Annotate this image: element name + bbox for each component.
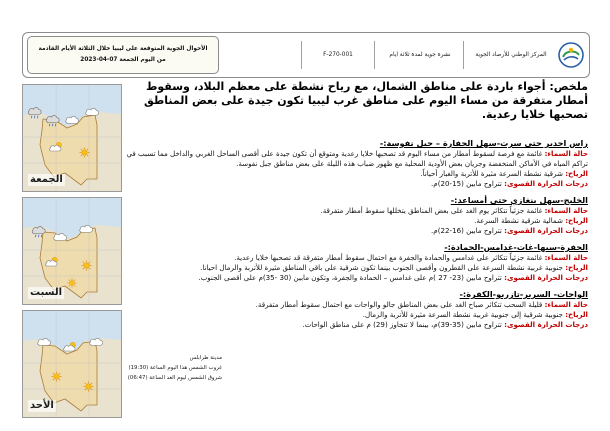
region-heading: الخليج-سهل بنغازي حتى أمساعد:- — [450, 195, 588, 205]
bulletin-header — [22, 32, 590, 78]
sky-label: حالة السماء: — [544, 149, 588, 158]
sky-condition — [126, 149, 588, 169]
sun-icon — [81, 260, 91, 270]
region-heading: الجفرة-سبها-غات-غدامس-الحمادة:- — [444, 242, 588, 252]
sun-icon — [67, 278, 76, 287]
weather-map-sunday — [22, 310, 122, 418]
region-block — [126, 242, 588, 283]
max-temperature — [126, 320, 588, 330]
sky-condition — [126, 300, 588, 310]
sky-text: غائمة مع فرصة لسقوط أمطار من مساء اليوم قد تصحبها خلايا رعدية ومتوقع أن تكون جيدة على أقصى الساحل الغربي والداخل مما تسبب في تراكم المياه في الأماكن المنخفضة وجريان بعض الأودية المحلية مع ظهور ضباب هذه الليلة على بعض مناطق جبل نفوسة. — [126, 149, 588, 168]
temp-label: درجات الحرارة القصوى: — [504, 320, 588, 329]
wind-condition — [126, 310, 588, 320]
wind-text: شرقية نشطة السرعة مثيرة للأتربة والغبار أحياناً. — [420, 169, 563, 178]
weather-map-saturday — [22, 197, 122, 305]
region-heading: راس اجدير حتى سرت-سهل الجفارة – جبل نفوسة:- — [379, 138, 588, 148]
sky-label: حالة السماء: — [544, 300, 588, 309]
sky-condition — [126, 253, 588, 263]
summary-text: أجواء باردة على مناطق الشمال، مع رياح نشطة على معظم البلاد، وسقوط أمطار متفرقة من مساء اليوم على مناطق غرب ليبيا تكون جيدة على بعض المناطق تصحبها خلايا رعدية. — [143, 80, 588, 121]
sky-text: غائمة جزئياً تتكاثر يوم الغد على بعض المناطق يتخللها سقوط أمطار متفرقة. — [320, 206, 543, 215]
max-temperature — [126, 273, 588, 283]
sun-icon — [79, 147, 89, 157]
region-block — [126, 138, 588, 189]
map-day-label: الجمعة — [30, 174, 63, 185]
temp-text: تتراوح مابين (35-39)م، بينما لا تتجاوز (29) م على مناطق الواحات. — [302, 320, 502, 329]
sunset-time: غروب الشمس هذا اليوم الساعة (19:30) — [128, 365, 222, 371]
sun-icon — [51, 371, 61, 381]
wind-text: جنوبية غربية نشطة السرعة على القطرون وأقصى الجنوب بينما تكون شرقية على باقي المناطق مثيرة للأتربة والرمال احيانا. — [200, 263, 563, 272]
wind-condition — [126, 169, 588, 179]
sky-label: حالة السماء: — [544, 253, 588, 262]
city-name: مدينة طرابلس — [189, 355, 222, 361]
center-logo-icon — [557, 41, 585, 69]
region-block — [126, 289, 588, 330]
sky-label: حالة السماء: — [544, 206, 588, 215]
sunrise-time: شروق الشمس ليوم الغد الساعة (06:47) — [127, 375, 222, 381]
region-block — [126, 195, 588, 236]
temp-text: تتراوح مابين (15-20)م. — [431, 179, 502, 188]
map-day-label: الأحد — [30, 400, 54, 411]
wind-label: الرياح: — [565, 310, 588, 319]
forecast-text — [126, 80, 588, 336]
form-code: F-270-001 — [301, 41, 375, 69]
center-name: المركز الوطني للأرصاد الجوية — [475, 52, 547, 58]
wind-label: الرياح: — [565, 169, 588, 178]
wind-label: الرياح: — [565, 216, 588, 225]
max-temperature — [126, 179, 588, 189]
sky-text: قليلة السحب تتكاثر صباح الغد على بعض المناطق جالو والواحات مع احتمال سقوط أمطار متفرقة. — [255, 300, 543, 309]
region-heading: الواحات- السرير-تازربو-الكفرة:- — [459, 289, 588, 299]
bulletin-date: من اليوم الجمعة 07-04-2023 — [80, 57, 166, 63]
wind-label: الرياح: — [565, 263, 588, 272]
map-day-label: السبت — [30, 287, 63, 298]
sky-text: غائمة جزئياً تتكاثر على غدامس والحمادة والجفرة مع احتمال سقوط أمطار متفرقة قد تصحبها خلايا رعدية. — [234, 253, 543, 262]
max-temperature — [126, 226, 588, 236]
sun-times — [114, 353, 222, 383]
weather-map-friday — [22, 84, 122, 192]
wind-condition — [126, 263, 588, 273]
bulletin-title-box — [27, 36, 219, 74]
bulletin-title: الأحوال الجوية المتوقعة على ليبيا خلال الثلاثة الأيام القادمة — [38, 46, 208, 52]
bulletin-type: نشرة جوية لمدة ثلاثة ايام — [377, 41, 464, 69]
summary-label: ملخص: — [549, 80, 588, 93]
temp-label: درجات الحرارة القصوى: — [504, 226, 588, 235]
sky-condition — [126, 206, 588, 216]
wind-text: شمالية شرقية نشطة السرعة. — [474, 216, 563, 225]
temp-label: درجات الحرارة القصوى: — [504, 273, 588, 282]
temp-label: درجات الحرارة القصوى: — [504, 179, 588, 188]
wind-condition — [126, 216, 588, 226]
sun-icon — [83, 381, 93, 391]
temp-text: تتراوح مابين (23- 27 )م على غدامس – الحمادة والجفرة، وتكون مابين (30 -35)م على أقصى الجنوب. — [198, 273, 502, 282]
temp-text: تتراوح مابين (16-22)م. — [431, 226, 502, 235]
forecast-summary — [126, 80, 588, 122]
wind-text: جنوبية شرقية إلى جنوبية غربية نشطة السرعة مثيرة للأتربة والرمال. — [362, 310, 563, 319]
